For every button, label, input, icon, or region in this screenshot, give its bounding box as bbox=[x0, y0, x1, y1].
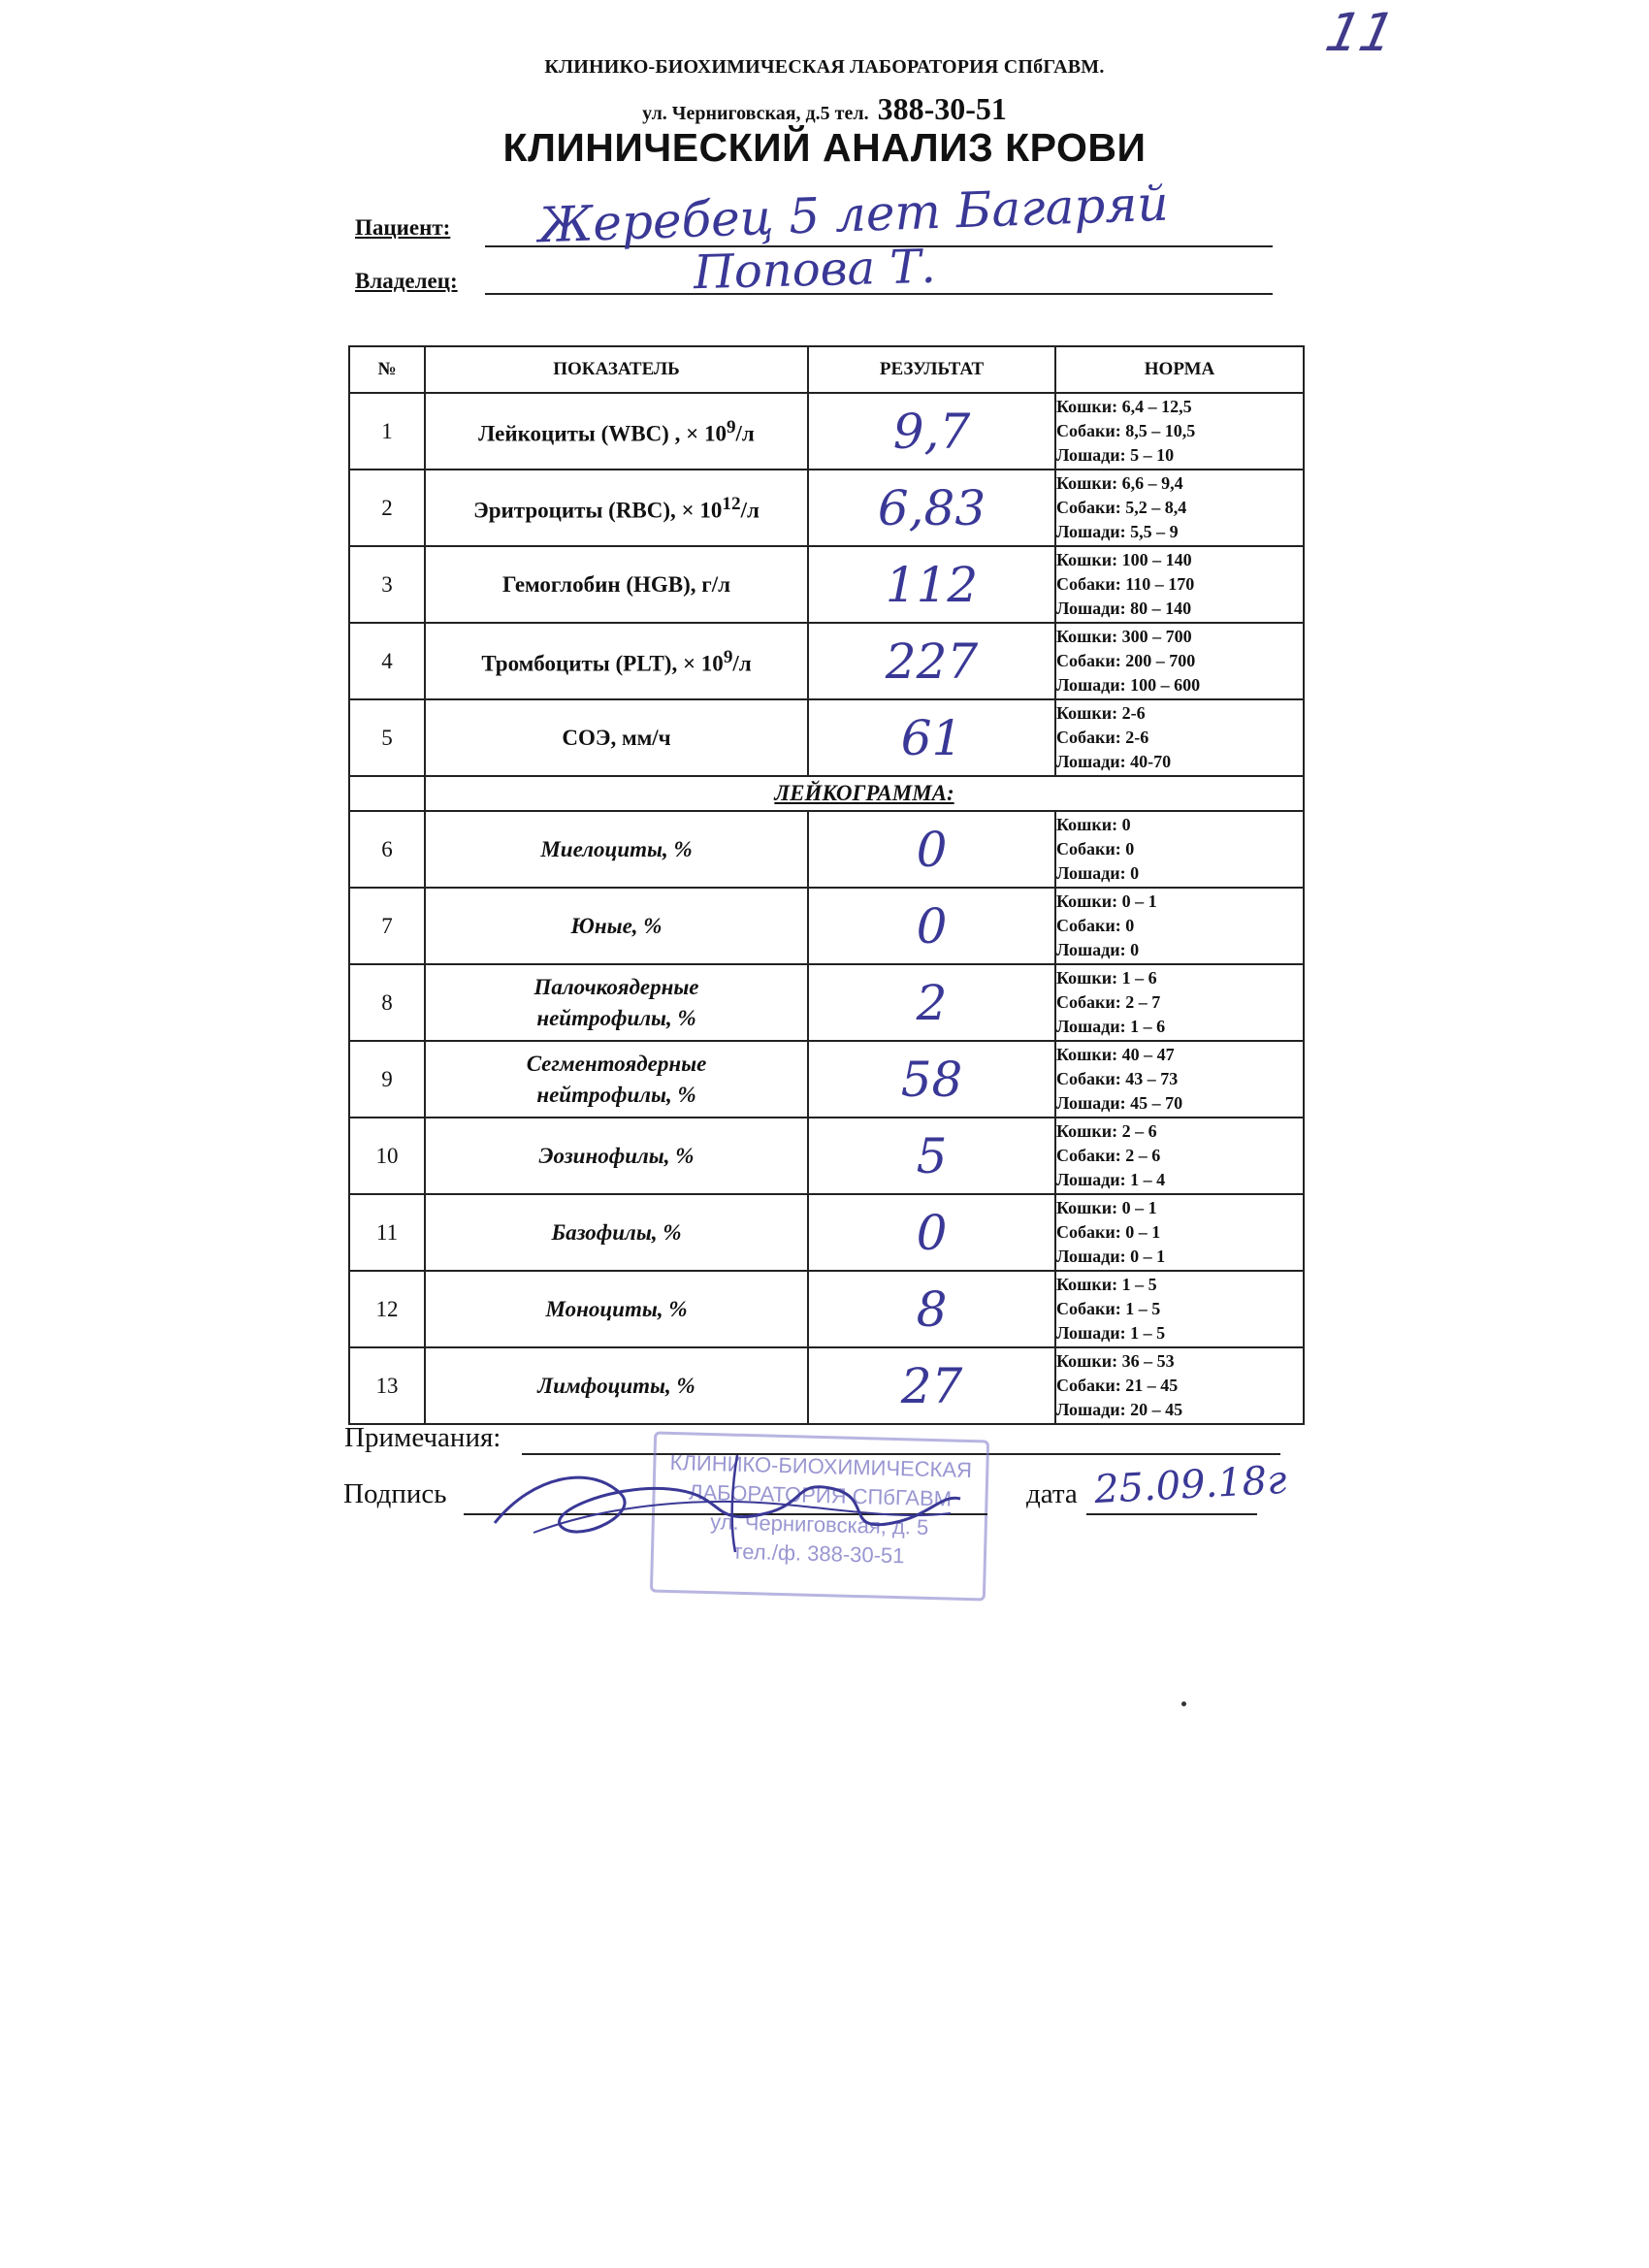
norm-cell bbox=[1055, 1271, 1304, 1347]
parameter-label: Базофилы, % bbox=[551, 1219, 682, 1245]
results-table bbox=[348, 345, 1305, 1425]
table-row bbox=[349, 1347, 1304, 1424]
norm-line: Собаки: 5,2 – 8,4 bbox=[1056, 498, 1187, 517]
norm-line: Собаки: 110 – 170 bbox=[1056, 574, 1195, 594]
norm-line: Собаки: 0 bbox=[1056, 916, 1135, 935]
parameter-label: нейтрофилы, % bbox=[536, 1005, 696, 1030]
header-norm: НОРМА bbox=[1055, 346, 1304, 393]
norm-line: Лошади: 0 bbox=[1056, 940, 1140, 959]
norm-line: Кошки: 2 – 6 bbox=[1056, 1121, 1157, 1141]
address: ул. Черниговская, д.5 тел. bbox=[642, 103, 869, 124]
norm-line: Лошади: 1 – 5 bbox=[1056, 1323, 1166, 1343]
norm-line: Кошки: 2-6 bbox=[1056, 703, 1146, 723]
norm-line: Кошки: 40 – 47 bbox=[1056, 1045, 1175, 1064]
result-value: 0 bbox=[916, 1204, 948, 1261]
result-value: 5 bbox=[916, 1127, 948, 1184]
patient-value: Жеребец 5 лет Багаряй bbox=[537, 175, 1170, 254]
parameter-name bbox=[425, 888, 808, 964]
norm-cell bbox=[1055, 546, 1304, 623]
parameter-label: Эозинофилы, % bbox=[538, 1143, 695, 1168]
lab-name: КЛИНИКО-БИОХИМИЧЕСКАЯ ЛАБОРАТОРИЯ СПбГАВМ. bbox=[544, 56, 1105, 78]
parameter-label: Моноциты, % bbox=[545, 1296, 688, 1321]
signature-label: Подпись bbox=[343, 1478, 447, 1509]
norm-cell bbox=[1055, 964, 1304, 1041]
row-number: 7 bbox=[349, 888, 425, 964]
parameter-label: СОЭ, мм/ч bbox=[562, 725, 671, 750]
parameter-unit: /л bbox=[732, 651, 752, 676]
leukogram-empty-cell bbox=[349, 776, 425, 811]
parameter-label: Сегментоядерные bbox=[526, 1051, 707, 1076]
norm-line: Кошки: 6,6 – 9,4 bbox=[1056, 473, 1183, 493]
result-cell bbox=[808, 1347, 1055, 1424]
norm-line: Лошади: 80 – 140 bbox=[1056, 599, 1192, 618]
table-row bbox=[349, 623, 1304, 699]
parameter-label: Палочкоядерные bbox=[534, 974, 699, 999]
table-row bbox=[349, 393, 1304, 470]
table-header-row bbox=[349, 346, 1304, 393]
result-cell bbox=[808, 1194, 1055, 1271]
table-row bbox=[349, 1194, 1304, 1271]
result-cell bbox=[808, 888, 1055, 964]
norm-line: Кошки: 0 bbox=[1056, 815, 1131, 834]
norm-line: Лошади: 5,5 – 9 bbox=[1056, 522, 1179, 541]
result-value: 112 bbox=[885, 556, 979, 613]
parameter-name bbox=[425, 1194, 808, 1271]
patient-label: Пациент: bbox=[355, 215, 451, 240]
stamp-line: ул. Черниговская, д. 5 bbox=[709, 1509, 929, 1539]
parameter-exponent: 9 bbox=[726, 417, 736, 438]
table-row bbox=[349, 1041, 1304, 1118]
date-label: дата bbox=[1026, 1478, 1078, 1509]
header-num: № bbox=[349, 346, 425, 393]
norm-cell bbox=[1055, 393, 1304, 470]
table-row bbox=[349, 1118, 1304, 1194]
header-result: РЕЗУЛЬТАТ bbox=[808, 346, 1055, 393]
norm-line: Кошки: 36 – 53 bbox=[1056, 1351, 1175, 1371]
document-title: КЛИНИЧЕСКИЙ АНАЛИЗ КРОВИ bbox=[502, 125, 1147, 170]
norm-line: Собаки: 2 – 7 bbox=[1056, 992, 1161, 1012]
result-cell bbox=[808, 811, 1055, 888]
result-value: 2 bbox=[916, 974, 948, 1031]
norm-line: Кошки: 6,4 – 12,5 bbox=[1056, 397, 1192, 416]
address-line bbox=[0, 91, 1649, 127]
page-number: 11 bbox=[1320, 2, 1401, 63]
result-cell bbox=[808, 1041, 1055, 1118]
norm-line: Собаки: 8,5 – 10,5 bbox=[1056, 421, 1196, 440]
main-rows bbox=[349, 393, 1304, 776]
signature-scribble bbox=[475, 1436, 980, 1571]
parameter-label: Эритроциты (RBC), × 10 bbox=[473, 498, 723, 523]
owner-value: Попова Т. bbox=[693, 239, 937, 301]
parameter-name bbox=[425, 1347, 808, 1424]
header-parameter: ПОКАЗАТЕЛЬ bbox=[425, 346, 808, 393]
parameter-label: Миелоциты, % bbox=[540, 836, 693, 861]
parameter-name bbox=[425, 1118, 808, 1194]
result-cell bbox=[808, 1271, 1055, 1347]
norm-cell bbox=[1055, 1347, 1304, 1424]
norm-line: Кошки: 300 – 700 bbox=[1056, 627, 1192, 646]
result-value: 27 bbox=[900, 1357, 963, 1414]
parameter-label: нейтрофилы, % bbox=[536, 1082, 696, 1107]
row-number: 12 bbox=[349, 1271, 425, 1347]
norm-cell bbox=[1055, 1041, 1304, 1118]
parameter-name bbox=[425, 1271, 808, 1347]
row-number: 9 bbox=[349, 1041, 425, 1118]
norm-cell bbox=[1055, 1194, 1304, 1271]
norm-cell bbox=[1055, 1118, 1304, 1194]
norm-line: Кошки: 0 – 1 bbox=[1056, 891, 1157, 911]
norm-line: Лошади: 0 – 1 bbox=[1056, 1247, 1166, 1266]
norm-line: Лошади: 1 – 4 bbox=[1056, 1170, 1166, 1189]
row-number: 1 bbox=[349, 393, 425, 470]
parameter-label: Гемоглобин (HGB), г/л bbox=[501, 571, 731, 597]
leukogram-title: ЛЕЙКОГРАММА: bbox=[425, 776, 1304, 811]
norm-line: Лошади: 0 bbox=[1056, 863, 1140, 883]
parameter-name bbox=[425, 546, 808, 623]
stamp-line: ЛАБОРАТОРИЯ СПбГАВМ bbox=[688, 1479, 953, 1511]
norm-line: Собаки: 1 – 5 bbox=[1056, 1299, 1161, 1318]
norm-line: Лошади: 40-70 bbox=[1056, 752, 1172, 771]
norm-line: Собаки: 0 bbox=[1056, 839, 1135, 859]
norm-line: Кошки: 0 – 1 bbox=[1056, 1198, 1157, 1217]
norm-line: Лошади: 5 – 10 bbox=[1056, 445, 1175, 465]
result-cell bbox=[808, 623, 1055, 699]
result-value: 8 bbox=[916, 1280, 948, 1338]
row-number: 8 bbox=[349, 964, 425, 1041]
norm-line: Собаки: 2-6 bbox=[1056, 728, 1149, 747]
norm-line: Собаки: 200 – 700 bbox=[1056, 651, 1196, 670]
result-cell bbox=[808, 964, 1055, 1041]
parameter-name bbox=[425, 1041, 808, 1118]
table-row bbox=[349, 546, 1304, 623]
norm-line: Собаки: 0 – 1 bbox=[1056, 1222, 1161, 1242]
table-row bbox=[349, 964, 1304, 1041]
notes-label: Примечания: bbox=[344, 1422, 501, 1453]
norm-cell bbox=[1055, 699, 1304, 776]
row-number: 11 bbox=[349, 1194, 425, 1271]
result-cell bbox=[808, 1118, 1055, 1194]
speck bbox=[1181, 1701, 1186, 1706]
leukogram-title-row bbox=[349, 776, 1304, 811]
parameter-name bbox=[425, 964, 808, 1041]
leukogram-rows bbox=[349, 811, 1304, 1424]
row-number: 2 bbox=[349, 470, 425, 546]
result-value: 0 bbox=[916, 897, 948, 955]
phone-number: 388-30-51 bbox=[877, 91, 1007, 126]
norm-cell bbox=[1055, 888, 1304, 964]
result-cell bbox=[808, 699, 1055, 776]
norm-line: Кошки: 1 – 5 bbox=[1056, 1275, 1157, 1294]
leukogram-header bbox=[349, 776, 1304, 811]
result-cell bbox=[808, 393, 1055, 470]
row-number: 5 bbox=[349, 699, 425, 776]
norm-cell bbox=[1055, 623, 1304, 699]
norm-line: Кошки: 100 – 140 bbox=[1056, 550, 1192, 569]
parameter-unit: /л bbox=[740, 498, 760, 523]
parameter-name bbox=[425, 811, 808, 888]
row-number: 13 bbox=[349, 1347, 425, 1424]
parameter-name bbox=[425, 699, 808, 776]
row-number: 4 bbox=[349, 623, 425, 699]
table-row bbox=[349, 811, 1304, 888]
row-number: 10 bbox=[349, 1118, 425, 1194]
parameter-label: Лейкоциты (WBC) , × 10 bbox=[478, 421, 727, 446]
owner-label: Владелец: bbox=[355, 269, 458, 293]
norm-cell bbox=[1055, 470, 1304, 546]
result-value: 58 bbox=[900, 1051, 963, 1108]
result-value: 61 bbox=[900, 709, 963, 766]
result-value: 9,7 bbox=[892, 403, 971, 460]
table-row bbox=[349, 1271, 1304, 1347]
date-value: 25.09.18г bbox=[1092, 1457, 1288, 1513]
parameter-exponent: 9 bbox=[723, 647, 733, 668]
norm-line: Лошади: 20 – 45 bbox=[1056, 1400, 1183, 1419]
parameter-name bbox=[425, 470, 808, 546]
parameter-name bbox=[425, 623, 808, 699]
row-number: 3 bbox=[349, 546, 425, 623]
stamp-line: тел./ф. 388-30-51 bbox=[732, 1539, 905, 1569]
table-row bbox=[349, 470, 1304, 546]
table-row bbox=[349, 699, 1304, 776]
norm-line: Кошки: 1 – 6 bbox=[1056, 968, 1157, 988]
norm-line: Лошади: 100 – 600 bbox=[1056, 675, 1201, 695]
parameter-label: Юные, % bbox=[570, 913, 663, 938]
parameter-label: Лимфоциты, % bbox=[537, 1373, 695, 1398]
result-cell bbox=[808, 470, 1055, 546]
parameter-label: Тромбоциты (PLT), × 10 bbox=[481, 651, 724, 676]
row-number: 6 bbox=[349, 811, 425, 888]
result-value: 6,83 bbox=[877, 479, 986, 536]
result-value: 0 bbox=[916, 821, 948, 878]
norm-cell bbox=[1055, 811, 1304, 888]
norm-line: Лошади: 45 – 70 bbox=[1056, 1093, 1183, 1113]
parameter-name bbox=[425, 393, 808, 470]
parameter-exponent: 12 bbox=[722, 494, 741, 515]
stamp-line: КЛИНИКО-БИОХИМИЧЕСКАЯ bbox=[669, 1449, 973, 1483]
norm-line: Лошади: 1 – 6 bbox=[1056, 1017, 1166, 1036]
norm-line: Собаки: 43 – 73 bbox=[1056, 1069, 1179, 1088]
result-value: 227 bbox=[885, 632, 979, 690]
parameter-unit: /л bbox=[735, 421, 755, 446]
date-line bbox=[1086, 1513, 1257, 1515]
norm-line: Собаки: 2 – 6 bbox=[1056, 1146, 1161, 1165]
table-row bbox=[349, 888, 1304, 964]
norm-line: Собаки: 21 – 45 bbox=[1056, 1376, 1179, 1395]
result-cell bbox=[808, 546, 1055, 623]
